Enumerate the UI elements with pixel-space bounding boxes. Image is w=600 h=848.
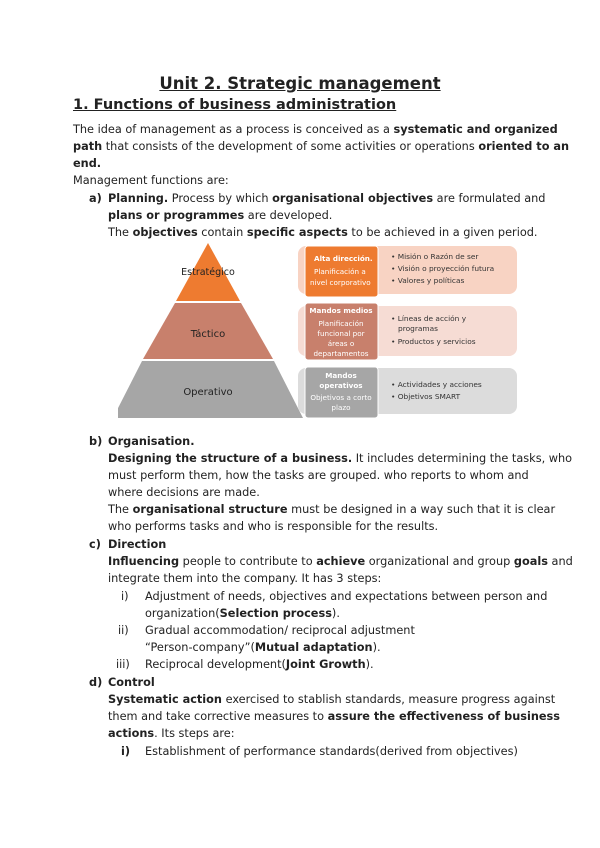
list-marker: c) <box>89 538 101 551</box>
svg-text:plazo: plazo <box>331 403 351 412</box>
svg-text:nivel corporativo: nivel corporativo <box>310 278 371 287</box>
svg-text:• Valores y políticas: • Valores y políticas <box>391 276 465 285</box>
svg-text:Objetivos a corto: Objetivos a corto <box>310 393 372 402</box>
mid-box-mid-text <box>309 306 372 358</box>
svg-text:• Productos y servicios: • Productos y servicios <box>391 337 476 346</box>
intro-line-4: Management functions are: <box>73 174 229 187</box>
pyramid-label-middle: Táctico <box>190 329 226 340</box>
svg-text:Alta dirección.: Alta dirección. <box>314 254 373 263</box>
planning-line-3: The objectives contain specific aspects to be achieved in a given period. <box>108 226 538 239</box>
direction-heading: Direction <box>108 538 167 551</box>
step-3-line-1: Reciprocal development(Joint Growth). <box>145 658 374 671</box>
step-marker: i) <box>121 745 131 758</box>
step-1-line-2: organization(Selection process). <box>145 607 340 620</box>
step-2-line-2: “Person-company”(Mutual adaptation). <box>145 641 381 654</box>
svg-text:Mandos: Mandos <box>325 371 357 380</box>
organisation-line-3: where decisions are made. <box>108 486 260 499</box>
control-line-1: Systematic action exercised to stablish standards, measure progress against <box>108 693 556 706</box>
pyramid-label-top: Estratégico <box>181 267 235 278</box>
page-title: Unit 2. Strategic management <box>159 74 441 93</box>
svg-text:operativos: operativos <box>319 381 363 390</box>
svg-text:• Misión o Razón de ser: • Misión o Razón de ser <box>391 252 479 261</box>
step-2-line-1: Gradual accommodation/ reciprocal adjustment <box>145 624 415 637</box>
step-1-line-1: Adjustment of needs, objectives and expectations between person and <box>145 590 548 603</box>
svg-text:Planificación: Planificación <box>318 319 364 328</box>
direction-line-2: integrate them into the company. It has 3 steps: <box>108 572 382 585</box>
organisation-line-5: who performs tasks and who is responsible for the results. <box>108 520 439 533</box>
intro-line-2: path that consists of the development of some activities or operations oriented to an <box>73 140 570 153</box>
list-marker: a) <box>89 192 102 205</box>
svg-text:departamentos: departamentos <box>313 349 369 358</box>
step-marker: iii) <box>116 658 130 671</box>
list-marker: d) <box>89 676 103 689</box>
svg-text:áreas o: áreas o <box>327 339 355 348</box>
organisation-line-2: must perform them, how the tasks are grouped. who reports to whom and <box>108 469 529 482</box>
planning-line-1: Planning. Process by which organisational objectives are formulated and <box>108 192 546 205</box>
organisation-heading: Organisation. <box>108 435 195 448</box>
pyramid-label-bottom: Operativo <box>183 387 233 398</box>
management-pyramid-diagram <box>118 240 522 420</box>
control-step-1: Establishment of performance standards(derived from objectives) <box>145 745 518 758</box>
svg-text:• Visión o proyección futura: • Visión o proyección futura <box>391 264 495 273</box>
section-heading: 1. Functions of business administration <box>73 97 397 113</box>
organisation-line-1: Designing the structure of a business. It includes determining the tasks, who <box>108 452 573 465</box>
organisation-line-4: The organisational structure must be designed in a way such that it is clear <box>108 503 556 516</box>
direction-line-1: Influencing people to contribute to achieve organizational and group goals and <box>108 555 573 568</box>
mid-box-top-text <box>310 254 373 287</box>
svg-text:Mandos medios: Mandos medios <box>309 306 373 315</box>
step-marker: ii) <box>118 624 129 637</box>
planning-line-2: plans or programmes are developed. <box>108 209 333 222</box>
control-line-2: them and take corrective measures to assure the effectiveness of business <box>108 710 560 723</box>
svg-text:• Objetivos SMART: • Objetivos SMART <box>391 392 461 401</box>
list-marker: b) <box>89 435 103 448</box>
svg-text:• Líneas de acción y: • Líneas de acción y <box>391 314 467 323</box>
intro-line-3: end. <box>73 157 102 170</box>
svg-text:Planificación a: Planificación a <box>314 267 366 276</box>
control-heading: Control <box>108 676 155 689</box>
svg-text:programas: programas <box>391 324 438 333</box>
control-line-3: actions. Its steps are: <box>108 727 235 740</box>
svg-text:• Actividades y acciones: • Actividades y acciones <box>391 380 482 389</box>
step-marker: i) <box>121 590 129 603</box>
intro-line-1: The idea of management as a process is conceived as a systematic and organized <box>73 123 558 136</box>
svg-text:funcional por: funcional por <box>317 329 365 338</box>
